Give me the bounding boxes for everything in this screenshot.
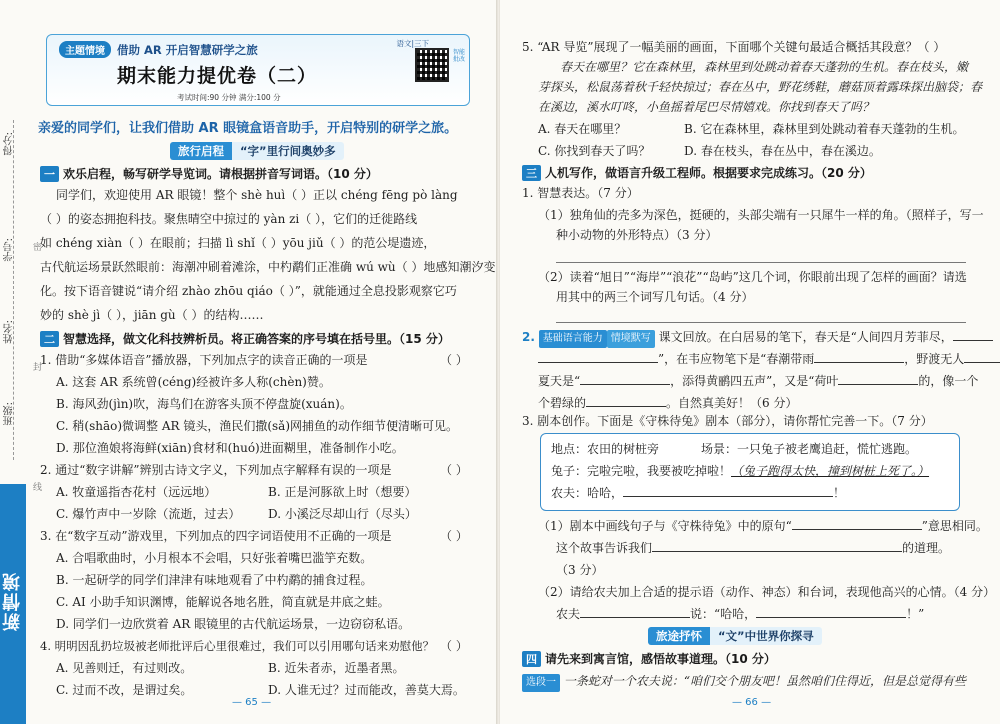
q1-option-c: C. 稍(shāo)微调整 AR 镜头，渔民们撒(sǎ)网捕鱼的动作细节便清晰可见。: [56, 419, 459, 433]
question-4: 4. 明明因乱扔垃圾被老师批评后心里很难过，我们可以引用哪句话来劝慰他？: [40, 639, 435, 653]
brand-strip: 新情境: [0, 484, 26, 724]
answer-line-1b[interactable]: [556, 322, 966, 323]
q4-option-c: C. 过而不改，是谓过矣。: [56, 683, 193, 697]
section-1-heading: [40, 165, 378, 182]
question-2: 2. 通过“数字讲解”辨别古诗文字义，下列加点字解释有误的一项是: [40, 463, 392, 477]
part-2-text: 。自然真美好！（6 分）: [666, 396, 798, 410]
q1-option-b: B. 海风劲(jìn)吹，海鸟们在游客头顶不停盘旋(xuán)。: [56, 397, 352, 411]
q4-option-b: B. 近朱者赤，近墨者黑。: [268, 661, 405, 675]
name-label: 姓名:: [4, 320, 15, 344]
script-farmer-end: ！: [833, 486, 846, 500]
script-rabbit-line: [551, 462, 929, 480]
answer-line-1a[interactable]: [556, 262, 966, 263]
q5-option-b: B. 它在森林里，森林里到处跳动着春天蓬勃的生机。: [684, 122, 965, 136]
banner-journey-reflect: [648, 627, 822, 644]
part-3-text: 农夫: [556, 607, 581, 621]
banner-subtitle: “字”里行间奥妙多: [232, 142, 344, 160]
cut-char-2: 封: [33, 363, 43, 373]
answer-paren-3[interactable]: （ ）: [440, 529, 468, 543]
blank-3b[interactable]: [652, 551, 902, 552]
script-box: [540, 433, 960, 511]
part-3-text: ”意思相同。: [921, 519, 988, 533]
banner-label: 旅行启程: [170, 142, 232, 160]
section-2-heading: [40, 330, 450, 347]
q3-option-a: A. 合唱歌曲时，小月根本不会唱，只好张着嘴巴滥竽充数。: [56, 551, 373, 565]
pinyin-line-3[interactable]: 如 chéng xiàn（ ）在眼前；扫描 lì shǐ（ ）yōu jiǔ（ ）的范公堤遗迹，: [40, 236, 436, 250]
q5-passage-3: 在溪边，溪水叮咚，小鱼摇着尾巴尽情嬉戏。你找到春天了吗？: [538, 100, 875, 114]
q3-option-b: B. 一起研学的同学们津津有味地观看了中杓鹬的捕食过程。: [56, 573, 373, 587]
pinyin-line-5[interactable]: 化。按下语音键说“请介绍 zhào zhōu qiáo（ ）”，就能通过全息投影观察它巧: [40, 284, 457, 298]
pinyin-line-6[interactable]: 妙的 shè jì（ ），jiān gù（ ）的结构……: [40, 308, 264, 322]
cut-char-3: 线: [33, 483, 43, 493]
part-2-line-3: [538, 372, 978, 390]
section-4-heading: [522, 650, 776, 667]
part-2-text: 夏天是“: [538, 374, 581, 388]
question-3: 3. 在“数字互动”游戏里，下列加点的四字词语使用不正确的一项是: [40, 529, 392, 543]
blank-3a[interactable]: [792, 529, 922, 530]
part-3-2-answer: [556, 605, 924, 623]
blank-2d[interactable]: [964, 362, 1000, 363]
part-1-b: （2）读着“旭日”“海岸”“浪花”“岛屿”这几个词，你眼前出现了怎样的画面？请选: [538, 270, 967, 284]
q1-option-d: D. 那位渔娘将海鲜(xiān)食材和(huó)进面糊里，准备制作小吃。: [56, 441, 404, 455]
q4-option-d: D. 人谁无过？过而能改，善莫大焉。: [268, 683, 465, 697]
page-number-left: — 65 —: [232, 697, 272, 708]
part-1-a: （1）独角仙的壳多为深色，挺硬的，头部尖端有一只犀牛一样的角。（照样子，写一: [538, 208, 984, 222]
q5-passage-2: 芽探头，松鼠荡着秋千轻快掠过；春在丛中，野花绣鞋，蘑菇顶着露珠探出脑袋；春: [538, 80, 983, 94]
script-farmer-text: 农夫：哈哈，: [551, 486, 624, 500]
banner-journey-start: [170, 142, 344, 159]
part-2-line-2: [538, 350, 1000, 368]
banner-subtitle: “文”中世界你探寻: [710, 627, 822, 645]
section-title: 欢乐启程，畅写研学导览词。请根据拼音写词语。（10 分）: [63, 167, 378, 181]
blank-2a[interactable]: [953, 340, 993, 341]
section-title: 请先来到寓言馆，感悟故事道理。（10 分）: [545, 652, 776, 666]
banner-label: 旅途抒怀: [648, 627, 710, 645]
score-label: 得分:: [4, 132, 15, 156]
q2-option-c: C. 爆竹声中一岁除（流逝，过去）: [56, 507, 241, 521]
class-label: 班级:: [4, 402, 15, 426]
q2-option-d: D. 小溪泛尽却山行（尽头）: [268, 507, 417, 521]
q4-option-a: A. 见善则迁，有过则改。: [56, 661, 193, 675]
part-1-a-cont: 种小动物的外形特点）（3 分）: [556, 228, 718, 242]
part-3-heading: 3. 剧本创作。下面是《守株待兔》剧本（部分），请你帮忙完善一下。（7 分）: [522, 414, 933, 428]
part-3-1-line-1: [538, 517, 988, 535]
q2-option-a: A. 牧童遥指杏花村（远远地）: [56, 485, 217, 499]
qr-code-icon[interactable]: [415, 48, 449, 82]
blank-2f[interactable]: [838, 384, 918, 385]
part-3-text: 的道理。: [902, 541, 951, 555]
q5-option-c: C. 你找到春天了吗？: [538, 144, 651, 158]
script-place: 地点：农田的树桩旁: [551, 442, 660, 456]
q5-passage-1: 春天在哪里？它在森林里，森林里到处跳动着春天蓬勃的生机。春在枝头，嫩: [560, 60, 969, 74]
part-2-line-1: [522, 328, 993, 348]
section-number: 四: [522, 651, 541, 667]
script-scene: 场景：一只兔子被老鹰追赶，慌忙逃跑。: [701, 442, 918, 456]
section-number: 二: [40, 331, 59, 347]
blank-2e[interactable]: [580, 384, 670, 385]
pinyin-line-1[interactable]: 同学们，欢迎使用 AR 眼镜！整个 shè huì（ ）正以 chéng fēng pò làng: [56, 188, 458, 202]
part-1-heading: 1. 智慧表达。（7 分）: [522, 186, 639, 200]
answer-paren-4[interactable]: （ ）: [440, 639, 468, 653]
part-3-text: 说：“哈哈，: [690, 607, 757, 621]
part-3-text: 这个故事告诉我们: [556, 541, 653, 555]
section-title: 智慧选择，做文化科技辨析员。将正确答案的序号填在括号里。（15 分）: [63, 332, 450, 346]
selection-text: 一条蛇对一个农夫说：“咱们交个朋友吧！虽然咱们住得近，但是总觉得有些: [563, 674, 966, 688]
question-5: 5. “AR 导览”展现了一幅美丽的画面，下面哪个关键句最适合概括其段意？（ ）: [522, 40, 946, 54]
intro-text: 亲爱的同学们，让我们借助 AR 眼镜盒语音助手，开启特别的研学之旅。: [38, 121, 458, 136]
part-3-text: ！”: [906, 607, 925, 621]
answer-paren-1[interactable]: （ ）: [440, 353, 468, 367]
selection-1: [522, 672, 966, 692]
exam-header: [46, 34, 470, 106]
part-3-text: （1）剧本中画线句子与《守株待兔》中的原句“: [538, 519, 792, 533]
pinyin-line-4[interactable]: 古代航运场景跃然眼前：海潮冲刷着滩涂，中杓鹬们正准确 wú wù（ ）地感知潮汐变: [40, 260, 496, 274]
question-1: 1. 借助“多媒体语音”播放器，下列加点字的读音正确的一项是: [40, 353, 368, 367]
script-farmer-line: [551, 484, 845, 502]
q5-option-a: A. 春天在哪里？: [538, 122, 627, 136]
part-2-text: 个碧绿的: [538, 396, 587, 410]
left-page: [0, 0, 497, 724]
cut-char-1: 密: [33, 243, 43, 253]
part-2-number: 2.: [522, 330, 535, 344]
answer-paren-2[interactable]: （ ）: [440, 463, 468, 477]
dictation-badge: 情境默写: [607, 330, 655, 348]
cut-line: [13, 120, 14, 460]
blank-3d[interactable]: [756, 617, 906, 618]
part-3-1-line-2: [556, 539, 950, 557]
section-3-heading: [522, 164, 872, 181]
section-title: 人机写作，做语言升级工程师。根据要求完成练习。（20 分）: [545, 166, 872, 180]
part-2-text: 的，像一个: [918, 374, 979, 388]
qr-label: 智能批改: [453, 49, 466, 63]
header-tagline: 借助 AR 开启智慧研学之旅: [117, 42, 258, 57]
part-2-line-4: [538, 394, 797, 412]
page-number-right: — 66 —: [732, 697, 772, 708]
header-tagline-row: [59, 41, 258, 58]
blank-2b[interactable]: [538, 362, 658, 363]
part-3-1-score: （3 分）: [556, 563, 604, 577]
script-rabbit-text: 兔子：完啦完啦，我要被吃掉啦！: [551, 464, 732, 478]
part-2-text: ，野渡无人: [904, 352, 965, 366]
theme-badge: 主题情境: [59, 41, 111, 58]
part-2-text: ，添得黄鹂四五声”，又是“荷叶: [670, 374, 839, 388]
part-3-2: （2）请给农夫加上合适的提示语（动作、神态）和台词，表现他高兴的心情。（4 分）: [538, 585, 996, 599]
q5-option-d: D. 春在枝头，春在丛中，春在溪边。: [684, 144, 881, 158]
exam-title: 期末能力提优卷（二）: [117, 65, 318, 87]
q3-option-c: C. AI 小助手知识渊博，能解说各地名胜，简直就是井底之蛙。: [56, 595, 390, 609]
script-rabbit-note: （兔子跑得太快，撞到树桩上死了。）: [731, 464, 930, 478]
part-1-b-cont: 用其中的两三个词写几句话。（4 分）: [556, 290, 754, 304]
section-number: 三: [522, 165, 541, 181]
blank-farmer[interactable]: [623, 496, 833, 497]
q2-option-b: B. 正是河豚欲上时（想要）: [268, 485, 417, 499]
section-number: 一: [40, 166, 59, 182]
blank-3c[interactable]: [580, 617, 690, 618]
q3-option-d: D. 同学们一边欣赏着 AR 眼镜里的古代航运场景，一边窃窃私语。: [56, 617, 411, 631]
part-2-text: ”，在韦应物笔下是“春潮带雨: [658, 352, 815, 366]
student-id-label: 学号:: [4, 238, 15, 262]
margin-strip: [0, 0, 30, 724]
subject-tag: 语文|三下: [396, 39, 429, 48]
blank-2g[interactable]: [586, 406, 666, 407]
blank-2c[interactable]: [814, 362, 904, 363]
selection-badge: 选段一: [522, 674, 560, 692]
part-2-text: 课文回放。在白居易的笔下，春天是“人间四月芳菲尽，: [658, 330, 953, 344]
pinyin-line-2[interactable]: （ ）的姿态拥抱科技。聚焦晴空中掠过的 yàn zi（ ），它们的迁徙路线: [40, 212, 418, 226]
q1-option-a: A. 这套 AR 系统曾(céng)经被许多人称(chèn)赞。: [56, 375, 331, 389]
exam-meta: 考试时间:90 分钟 满分:100 分: [177, 93, 281, 102]
basic-ability-badge: 基础语言能力: [539, 330, 607, 348]
